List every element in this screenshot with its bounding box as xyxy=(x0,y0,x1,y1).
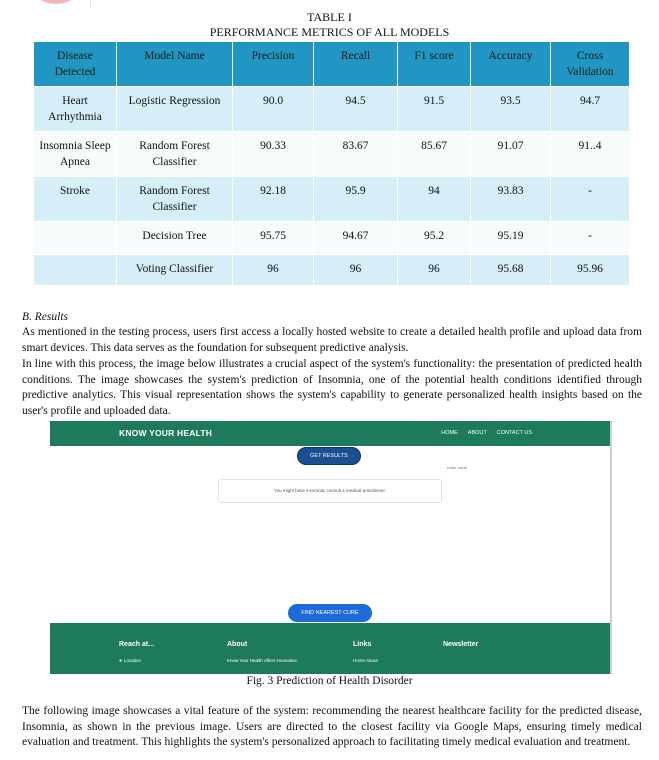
nav-contact-link[interactable]: CONTACT US xyxy=(496,430,532,436)
table-row xyxy=(34,255,630,286)
nav-home-link[interactable]: HOME xyxy=(441,430,458,436)
footer-newsletter-column xyxy=(443,641,478,648)
cell-model: Random Forest Classifier xyxy=(117,177,233,222)
nav-about-link[interactable]: ABOUT xyxy=(467,430,487,436)
divider xyxy=(90,0,91,8)
table-title: PERFORMANCE METRICS OF ALL MODELS xyxy=(209,25,450,39)
footer-newsletter-title: Newsletter xyxy=(443,641,479,648)
footer-reach-column xyxy=(119,641,154,664)
cell-f1: 91.5 xyxy=(398,87,471,132)
section-heading: B. Results xyxy=(22,311,68,323)
footer-reach-title: Reach at... xyxy=(119,641,155,648)
header-cv: Cross Validation xyxy=(551,42,630,87)
location-pin-icon: ● xyxy=(119,658,123,664)
site-brand[interactable]: KNOW YOUR HEALTH xyxy=(119,428,213,438)
cell-model: Decision Tree xyxy=(117,222,233,255)
cell-recall: 96 xyxy=(314,255,398,286)
cell-model: Random Forest Classifier xyxy=(117,132,233,177)
footer-links[interactable]: Home About xyxy=(353,658,378,663)
cell-f1: 96 xyxy=(398,255,471,286)
cell-precision: 96 xyxy=(233,255,314,286)
footer-about-title: About xyxy=(227,641,248,648)
header-disease: Disease Detected xyxy=(34,42,117,87)
cell-accuracy: 93.5 xyxy=(471,87,551,132)
header-f1: F1 score xyxy=(398,42,471,87)
scrollbar[interactable] xyxy=(610,421,612,674)
cell-disease xyxy=(34,222,117,255)
cell-disease xyxy=(34,255,117,286)
site-navbar xyxy=(50,421,610,446)
cell-disease: Insomnia Sleep Apnea xyxy=(34,132,117,177)
cell-model: Logistic Regression xyxy=(117,87,233,132)
cell-accuracy: 93.83 xyxy=(471,177,551,222)
cell-precision: 90.33 xyxy=(233,132,314,177)
table-row xyxy=(34,177,630,222)
prediction-result: You might have insomnia; consult a medical practitioner. xyxy=(218,479,442,503)
performance-table xyxy=(33,41,630,286)
paragraph: The following image showcases a vital feature of the system: recommending the nearest healthcare facility for the predicted disease, Insomnia, as shown in the previous image. Users are directed to the closest facility via Google Maps, ensuring timely medical evaluation and treatment. This highlights the system's personalized approach to facilitating timely medical evaluation and treatment. xyxy=(22,705,642,748)
cell-accuracy: 95.19 xyxy=(471,222,551,255)
cell-accuracy: 95.68 xyxy=(471,255,551,286)
cell-f1: 94 xyxy=(398,177,471,222)
get-results-button[interactable]: GET RESULTS xyxy=(297,447,361,465)
header-accuracy: Accuracy xyxy=(471,42,551,87)
table-row xyxy=(34,87,630,132)
header-recall: Recall xyxy=(314,42,398,87)
website-screenshot xyxy=(50,421,610,674)
cell-disease: Stroke xyxy=(34,177,117,222)
newsletter-email-input[interactable] xyxy=(443,462,539,473)
footer-about-text: Know Your Health offers innovative, xyxy=(227,658,298,663)
cell-f1: 85.67 xyxy=(398,132,471,177)
table-row xyxy=(34,132,630,177)
cell-model: Voting Classifier xyxy=(117,255,233,286)
figure-caption: Fig. 3 Prediction of Health Disorder xyxy=(246,675,413,687)
site-nav-links xyxy=(441,430,532,436)
header-model: Model Name xyxy=(117,42,233,87)
cell-f1: 95.2 xyxy=(398,222,471,255)
logo-fragment xyxy=(36,0,76,4)
footer-about-column xyxy=(227,641,298,663)
cell-cv: - xyxy=(551,222,630,255)
footer-location-label: Location xyxy=(124,658,142,663)
table-header-row xyxy=(34,42,630,87)
cell-cv: 94.7 xyxy=(551,87,630,132)
cell-precision: 92.18 xyxy=(233,177,314,222)
header-precision: Precision xyxy=(233,42,314,87)
cell-accuracy: 91.07 xyxy=(471,132,551,177)
footer-links-column xyxy=(353,641,378,663)
cell-disease: Heart Arrhythmia xyxy=(34,87,117,132)
cell-precision: 90.0 xyxy=(233,87,314,132)
cell-recall: 95.9 xyxy=(314,177,398,222)
footer-links-title: Links xyxy=(353,641,372,648)
find-nearest-cure-button[interactable]: FIND NEAREST CURE xyxy=(288,604,372,622)
footer-location[interactable] xyxy=(119,658,154,664)
site-footer xyxy=(50,623,610,674)
paragraph: As mentioned in the testing process, users first access a locally hosted website to create a detailed health profile and upload data from smart devices. This data serves as the foundation for subsequent predictive analysis. xyxy=(22,326,642,354)
cell-precision: 95.75 xyxy=(233,222,314,255)
paragraph: In line with this process, the image below illustrates a crucial aspect of the system's functionality: the presentation of predicted health conditions. The image showcases the system's prediction of Insomnia, one of the potential health conditions identified through predictive analytics. This visual representation shows the system's capability to generate personalized health insights based on the user's profile and uploaded data. xyxy=(22,358,642,417)
cell-recall: 83.67 xyxy=(314,132,398,177)
cell-recall: 94.5 xyxy=(314,87,398,132)
table-number: TABLE I xyxy=(307,10,352,24)
cell-recall: 94.67 xyxy=(314,222,398,255)
cell-cv: 95.96 xyxy=(551,255,630,286)
table-row xyxy=(34,222,630,255)
cell-cv: 91..4 xyxy=(551,132,630,177)
cell-cv: - xyxy=(551,177,630,222)
